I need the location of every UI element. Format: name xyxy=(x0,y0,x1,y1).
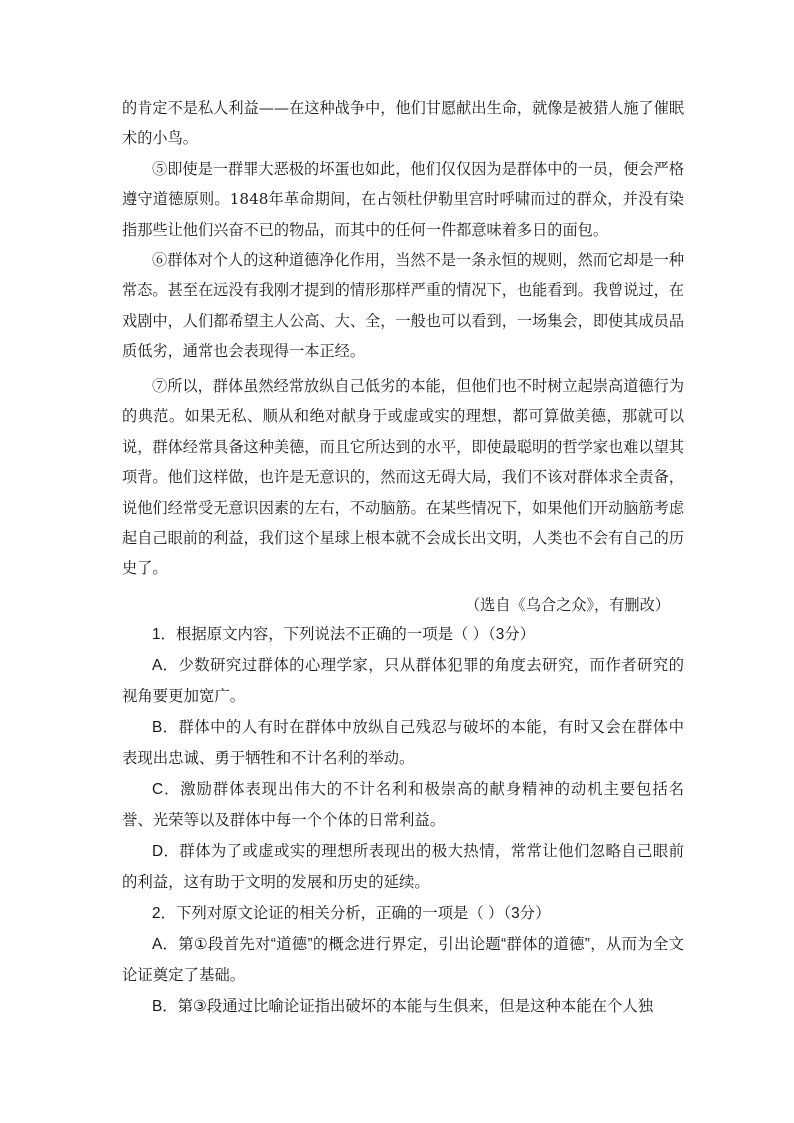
question-1-option-d: D．群体为了或虚或实的理想所表现出的极大热情，常常让他们忽略自己眼前的利益，这有助于文明的发展和历史的延续。 xyxy=(122,843,684,891)
question-1-option-b: B．群体中的人有时在群体中放纵自己残忍与破坏的本能，有时又会在群体中表现出忠诚、勇于牺牲和不计名利的举动。 xyxy=(122,719,684,767)
paragraph-continuation: 的肯定不是私人利益——在这种战争中，他们甘愿献出生命，就像是被猎人施了催眠术的小鸟。 xyxy=(122,99,684,148)
paragraph-5: ⑤即使是一群罪大恶极的坏蛋也如此，他们仅仅因为是群体中的一员，便会严格遵守道德原则。1848年革命期间，在占领杜伊勒里宫时呼啸而过的群众，并没有染指那些让他们兴奋不已的物品，而其中的任何一件都意味着多日的面包。 xyxy=(122,160,684,239)
question-1-option-c: C．激励群体表现出伟大的不计名利和极崇高的献身精神的动机主要包括名誉、光荣等以及群体中每一个个体的日常利益。 xyxy=(122,781,684,829)
question-2-stem: 2．下列对原文论证的相关分析，正确的一项是（ ）（3分） xyxy=(152,905,551,922)
source-citation: （选自《乌合之众》，有删改） xyxy=(464,596,670,614)
paragraph-6: ⑥群体对个人的这种道德净化作用，当然不是一条永恒的规则，然而它却是一种常态。甚至在远没有我刚才提到的情形那样严重的情况下，也能看到。我曾说过，在戏剧中，人们都希望主人公高、大、全，一般也可以看到，一场集会，即使其成员品质低劣，通常也会表现得一本正经。 xyxy=(122,251,684,361)
question-1-option-a: A．少数研究过群体的心理学家，只从群体犯罪的角度去研究，而作者研究的视角要更加宽广。 xyxy=(122,657,684,705)
question-2-option-b: B．第③段通过比喻论证指出破坏的本能与生俱来，但是这种本能在个人独 xyxy=(152,998,654,1015)
question-2-option-a: A．第①段首先对“道德”的概念进行界定，引出论题“群体的道德”，从而为全文论证奠定了基础。 xyxy=(122,936,684,984)
question-1-stem: 1．根据原文内容，下列说法不正确的一项是（ ）（3分） xyxy=(152,626,536,643)
paragraph-7: ⑦所以，群体虽然经常放纵自己低劣的本能，但他们也不时树立起崇高道德行为的典范。如果无私、顺从和绝对献身于或虚或实的理想，都可算做美德，那就可以说，群体经常具备这种美德，而且它所达到的水平，即使最聪明的哲学家也难以望其项背。他们这样做，也许是无意识的，然而这无碍大局，我们不该对群体求全责备，说他们经常受无意识因素的左右，不动脑筋。在某些情况下，如果他们开动脑筋考虑起自己眼前的利益，我们这个星球上根本就不会成长出文明，人类也不会有自己的历史了。 xyxy=(122,377,684,578)
